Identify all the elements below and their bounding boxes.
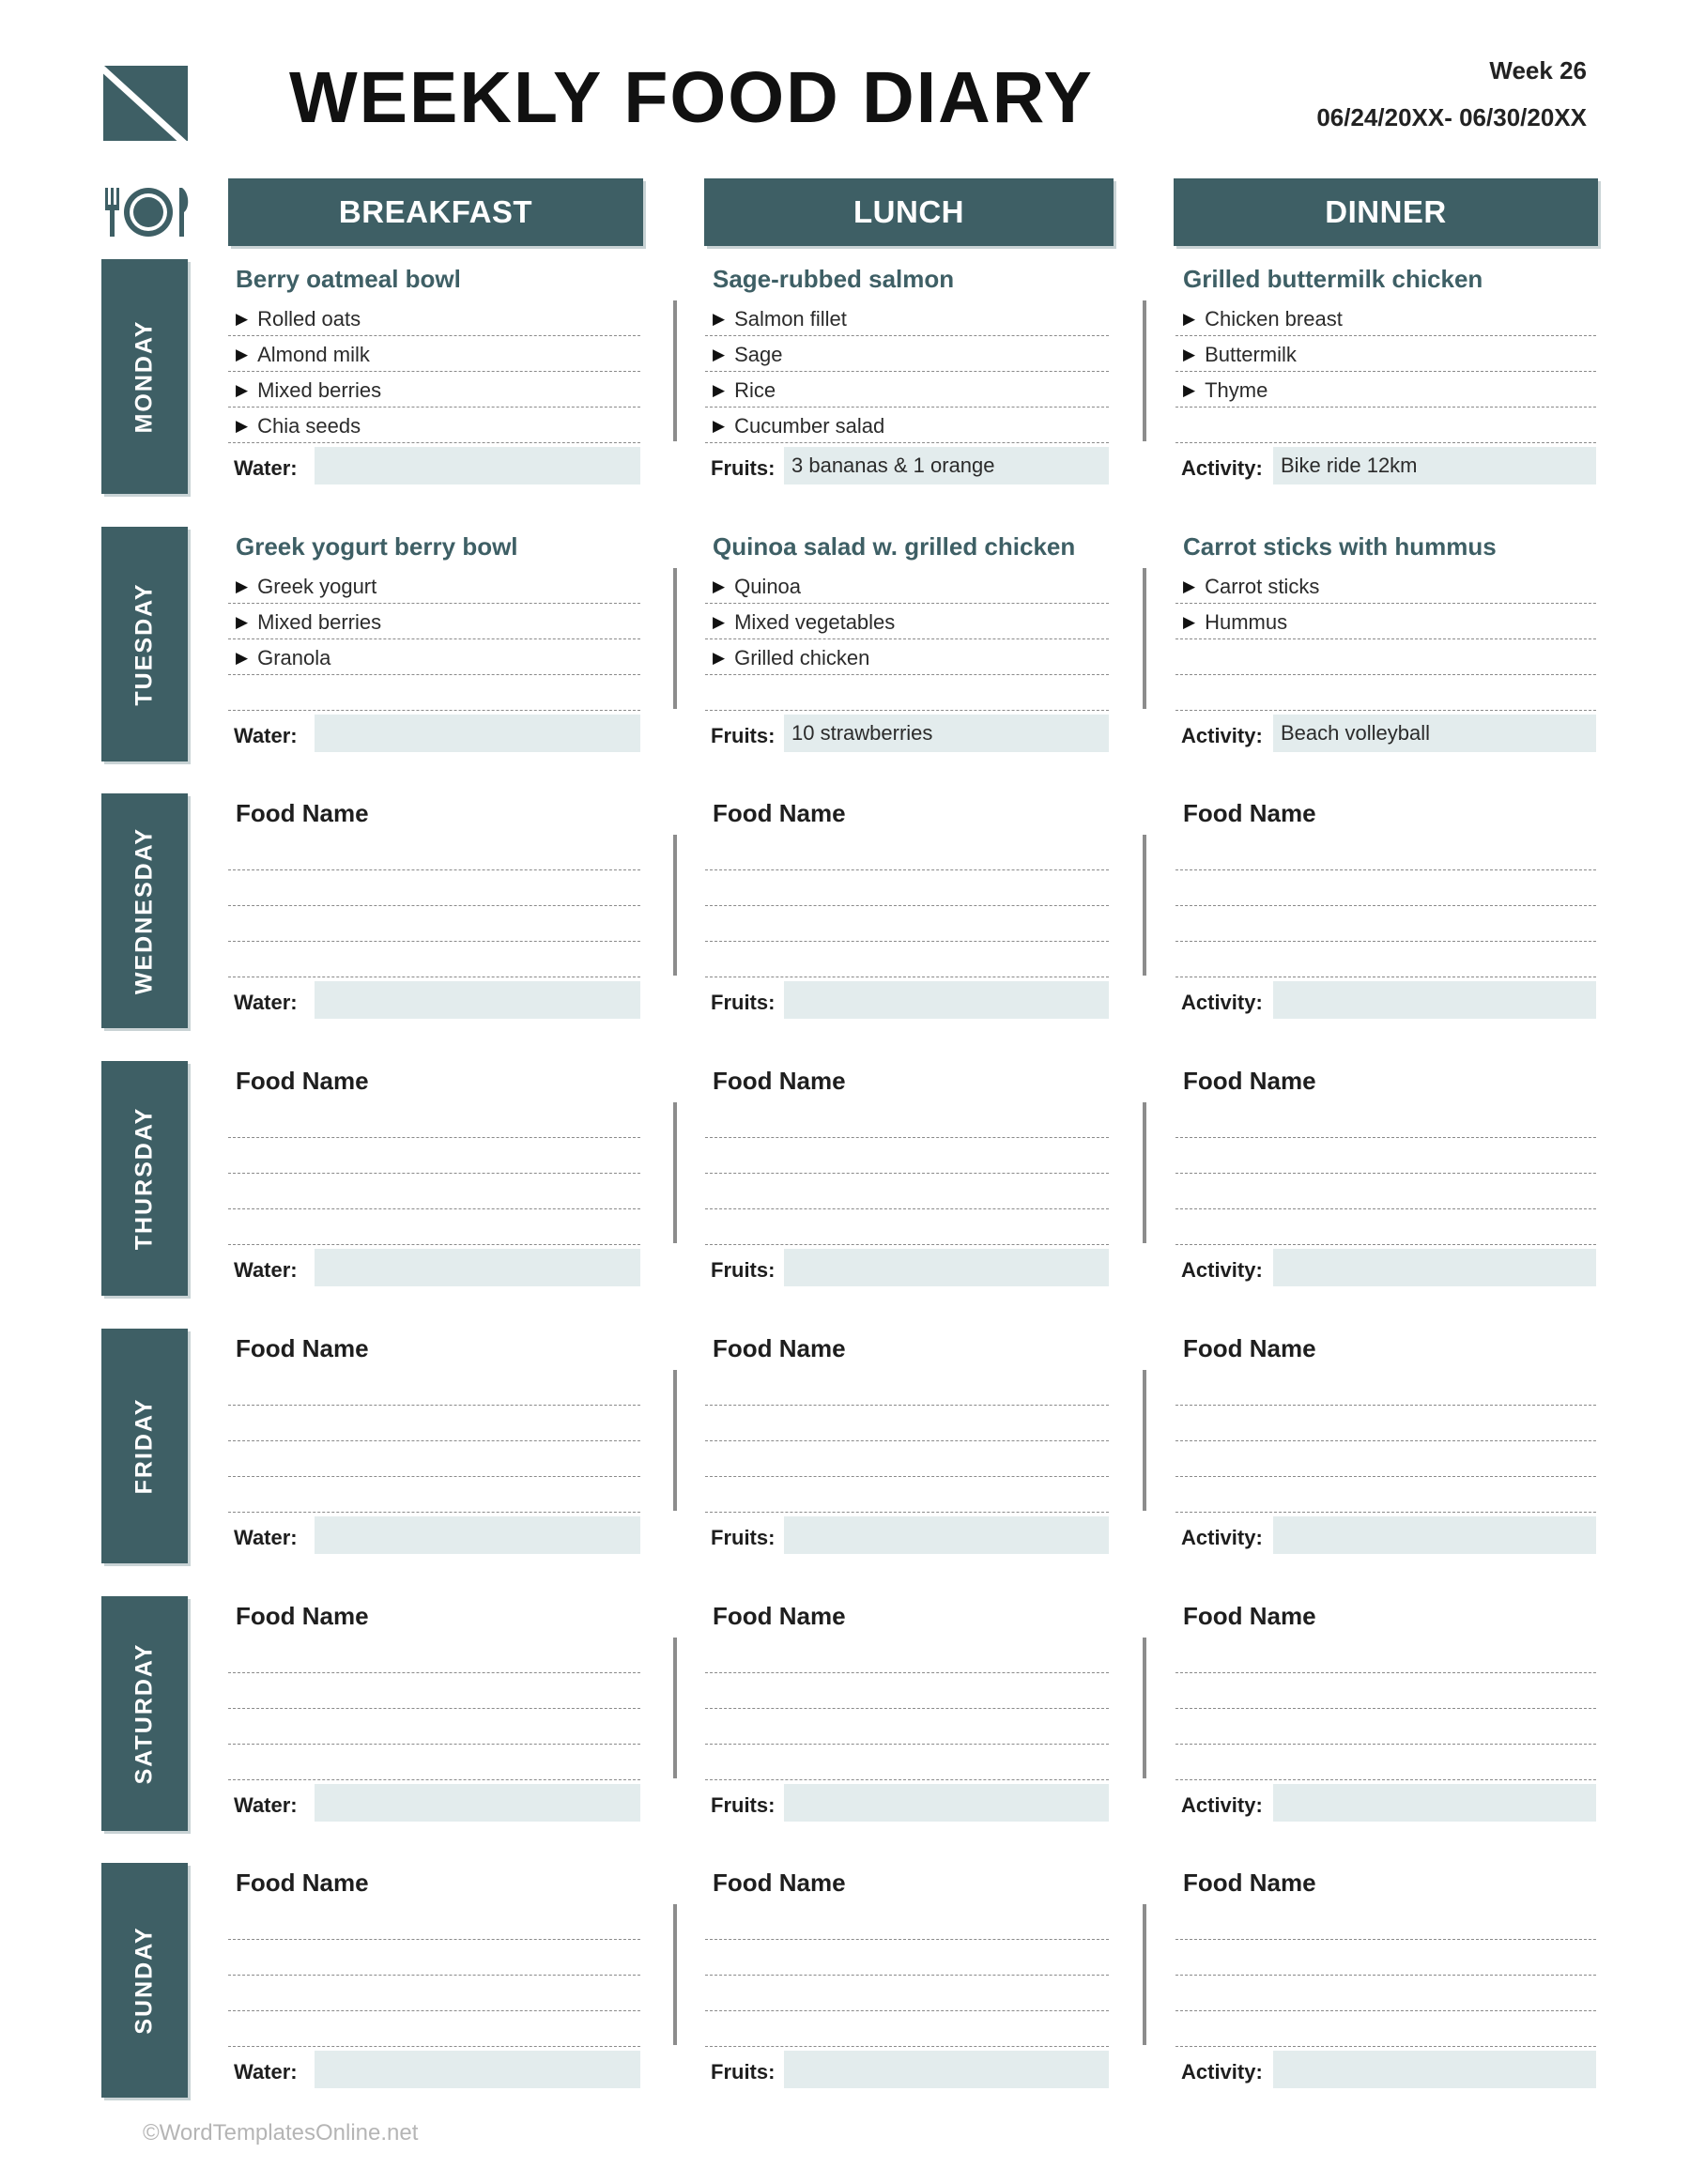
fruits-input[interactable] [784, 2051, 1109, 2088]
ingredient-line[interactable] [705, 1940, 1109, 1976]
ingredient-item: ▶ Rolled oats [236, 307, 361, 331]
lunch-cell-friday [705, 1329, 1109, 1565]
ingredient-line[interactable] [228, 372, 640, 408]
ingredient-line[interactable] [228, 1209, 640, 1245]
fruits-label: Fruits: [711, 723, 776, 747]
day-tab-monday [101, 259, 188, 494]
ingredient-line[interactable] [1175, 300, 1596, 336]
ingredient-item: ▶ Mixed berries [236, 610, 381, 635]
ingredient-item: ▶ Quinoa [713, 575, 801, 599]
ingredient-line[interactable] [228, 1976, 640, 2011]
ingredient-line[interactable] [705, 1370, 1109, 1406]
page-title: WEEKLY FOOD DIARY [289, 57, 1094, 138]
activity-input[interactable] [1273, 1249, 1596, 1286]
ingredient-line[interactable] [228, 2011, 640, 2047]
dinner-cell-tuesday [1175, 527, 1596, 763]
activity-label: Activity: [1181, 1258, 1263, 1283]
ingredient-line[interactable] [1175, 1904, 1596, 1940]
lunch-cell-thursday [705, 1061, 1109, 1298]
food-title[interactable]: Food Name [236, 799, 369, 828]
credit-text: ©WordTemplatesOnline.net [143, 2120, 419, 2146]
activity-input[interactable] [1273, 1516, 1596, 1554]
ingredient-item: ▶ Mixed berries [236, 378, 381, 403]
day-tab-friday [101, 1329, 188, 1563]
fruits-label: Fruits: [711, 991, 776, 1015]
water-input[interactable] [315, 1249, 640, 1286]
ingredient-line[interactable] [705, 942, 1109, 977]
lunch-cell-saturday [705, 1596, 1109, 1833]
ingredient-line[interactable] [228, 1370, 640, 1406]
column-divider [1143, 1370, 1146, 1511]
ingredient-line[interactable] [705, 1976, 1109, 2011]
water-input[interactable] [315, 715, 640, 752]
water-label: Water: [234, 2060, 298, 2084]
ingredient-line[interactable] [228, 870, 640, 906]
food-title[interactable]: Quinoa salad w. grilled chicken [713, 531, 1076, 561]
water-label: Water: [234, 456, 298, 480]
ingredient-line[interactable] [1175, 870, 1596, 906]
day-tab-wednesday [101, 793, 188, 1028]
day-label: MONDAY [131, 319, 158, 434]
ingredient-line[interactable] [228, 1673, 640, 1709]
ingredient-line[interactable] [228, 675, 640, 711]
ingredient-line[interactable] [705, 1638, 1109, 1673]
food-title[interactable]: Food Name [1183, 1601, 1316, 1630]
ingredient-line[interactable] [228, 1174, 640, 1209]
ingredient-line[interactable] [1175, 372, 1596, 408]
column-header-breakfast: BREAKFAST [228, 178, 643, 246]
day-tab-saturday [101, 1596, 188, 1831]
ingredient-line[interactable] [1175, 1477, 1596, 1513]
water-input[interactable] [315, 1516, 640, 1554]
day-label: FRIDAY [131, 1397, 158, 1495]
water-label: Water: [234, 991, 298, 1015]
ingredient-line[interactable] [705, 906, 1109, 942]
ingredient-line[interactable] [705, 1102, 1109, 1138]
column-divider [1143, 300, 1146, 441]
ingredient-item: ▶ Mixed vegetables [713, 610, 895, 635]
ingredient-item: ▶ Carrot sticks [1183, 575, 1319, 599]
food-title[interactable]: Berry oatmeal bowl [236, 265, 461, 293]
ingredient-line[interactable] [228, 639, 640, 675]
ingredient-line[interactable] [1175, 1102, 1596, 1138]
ingredient-line[interactable] [705, 1174, 1109, 1209]
ingredient-item: ▶ Almond milk [236, 343, 370, 367]
fruits-input[interactable]: 10 strawberries [784, 715, 1109, 752]
lunch-cell-sunday [705, 1863, 1109, 2099]
column-divider [673, 1370, 677, 1511]
ingredient-line[interactable] [1175, 1976, 1596, 2011]
ingredient-line[interactable] [1175, 1673, 1596, 1709]
food-title[interactable]: Carrot sticks with hummus [1183, 531, 1497, 561]
ingredient-line[interactable] [1175, 1209, 1596, 1245]
ingredient-line[interactable] [228, 1904, 640, 1940]
ingredient-line[interactable] [705, 870, 1109, 906]
fruits-input[interactable] [784, 981, 1109, 1019]
ingredient-item: ▶ Granola [236, 646, 330, 670]
dinner-cell-saturday [1175, 1596, 1596, 1833]
ingredient-line[interactable] [705, 300, 1109, 336]
water-label: Water: [234, 1792, 298, 1817]
ingredient-line[interactable] [228, 942, 640, 977]
activity-input[interactable]: Bike ride 12km [1273, 447, 1596, 484]
activity-input[interactable] [1273, 1784, 1596, 1822]
ingredient-item: ▶ Grilled chicken [713, 646, 869, 670]
ingredient-line[interactable] [228, 1940, 640, 1976]
ingredient-line[interactable] [1175, 1406, 1596, 1441]
ingredient-item: ▶ Chia seeds [236, 414, 361, 438]
ingredient-item: ▶ Greek yogurt [236, 575, 376, 599]
ingredient-line[interactable] [705, 372, 1109, 408]
food-title[interactable]: Food Name [236, 1601, 369, 1630]
ingredient-line[interactable] [228, 1638, 640, 1673]
fruits-label: Fruits: [711, 1525, 776, 1549]
column-divider [673, 1638, 677, 1778]
day-label: THURSDAY [131, 1106, 158, 1251]
breakfast-cell-saturday [228, 1596, 640, 1833]
ingredient-line[interactable] [705, 1673, 1109, 1709]
ingredient-item: ▶ Rice [713, 378, 776, 403]
food-title[interactable]: Greek yogurt berry bowl [236, 531, 518, 561]
ingredient-line[interactable] [705, 639, 1109, 675]
activity-label: Activity: [1181, 456, 1263, 480]
ingredient-line[interactable] [705, 1441, 1109, 1477]
column-divider [673, 1904, 677, 2045]
ingredient-line[interactable] [228, 1102, 640, 1138]
ingredient-line[interactable] [705, 835, 1109, 870]
food-title[interactable]: Food Name [1183, 1333, 1316, 1362]
food-title[interactable]: Food Name [713, 1869, 846, 1898]
water-label: Water: [234, 723, 298, 747]
day-label: SUNDAY [131, 1926, 158, 2035]
breakfast-cell-friday [228, 1329, 640, 1565]
column-divider [673, 568, 677, 709]
ingredient-line[interactable] [228, 300, 640, 336]
fruits-input[interactable] [784, 1249, 1109, 1286]
food-title[interactable]: Food Name [1183, 1067, 1316, 1096]
plate-utensils-icon [101, 184, 195, 240]
ingredient-line[interactable] [1175, 1441, 1596, 1477]
day-tab-tuesday [101, 527, 188, 761]
fruits-label: Fruits: [711, 456, 776, 480]
fruits-input[interactable]: 3 bananas & 1 orange [784, 447, 1109, 484]
column-divider [1143, 1102, 1146, 1243]
water-label: Water: [234, 1525, 298, 1549]
food-title[interactable]: Food Name [1183, 1869, 1316, 1898]
fruits-label: Fruits: [711, 2060, 776, 2084]
breakfast-cell-wednesday [228, 793, 640, 1030]
ingredient-line[interactable] [228, 336, 640, 372]
ingredient-line[interactable] [705, 1745, 1109, 1780]
food-title[interactable]: Food Name [713, 1601, 846, 1630]
column-header-lunch: LUNCH [704, 178, 1114, 246]
food-title[interactable]: Food Name [236, 1067, 369, 1096]
ingredient-line[interactable] [228, 1441, 640, 1477]
ingredient-line[interactable] [1175, 942, 1596, 977]
water-input[interactable] [315, 981, 640, 1019]
ingredient-line[interactable] [1175, 568, 1596, 604]
ingredient-line[interactable] [1175, 1745, 1596, 1780]
ingredient-line[interactable] [228, 408, 640, 443]
ingredient-line[interactable] [1175, 1174, 1596, 1209]
ingredient-line[interactable] [1175, 1138, 1596, 1174]
day-tab-thursday [101, 1061, 188, 1296]
water-input[interactable] [315, 2051, 640, 2088]
activity-label: Activity: [1181, 1792, 1263, 1817]
activity-label: Activity: [1181, 723, 1263, 747]
ingredient-line[interactable] [705, 1138, 1109, 1174]
ingredient-item: ▶ Salmon fillet [713, 307, 847, 331]
ingredient-line[interactable] [705, 336, 1109, 372]
activity-label: Activity: [1181, 991, 1263, 1015]
activity-input[interactable]: Beach volleyball [1273, 715, 1596, 752]
column-divider [1143, 835, 1146, 976]
ingredient-line[interactable] [705, 2011, 1109, 2047]
day-tab-sunday [101, 1863, 188, 2098]
ingredient-line[interactable] [705, 1709, 1109, 1745]
ingredient-line[interactable] [1175, 906, 1596, 942]
day-label: SATURDAY [131, 1642, 158, 1784]
ingredient-item: ▶ Chicken breast [1183, 307, 1343, 331]
fruits-input[interactable] [784, 1784, 1109, 1822]
ingredient-line[interactable] [705, 1406, 1109, 1441]
ingredient-line[interactable] [228, 1477, 640, 1513]
day-label: TUESDAY [131, 582, 158, 706]
ingredient-line[interactable] [705, 1904, 1109, 1940]
breakfast-cell-thursday [228, 1061, 640, 1298]
ingredient-line[interactable] [1175, 408, 1596, 443]
lunch-cell-monday [705, 259, 1109, 496]
ingredient-line[interactable] [1175, 336, 1596, 372]
ingredient-line[interactable] [705, 568, 1109, 604]
food-title[interactable]: Food Name [713, 1333, 846, 1362]
day-label: WEDNESDAY [131, 827, 158, 995]
ingredient-line[interactable] [228, 604, 640, 639]
fruits-label: Fruits: [711, 1792, 776, 1817]
ingredient-line[interactable] [1175, 835, 1596, 870]
food-title[interactable]: Food Name [236, 1869, 369, 1898]
activity-label: Activity: [1181, 1525, 1263, 1549]
ingredient-line[interactable] [228, 1745, 640, 1780]
activity-input[interactable] [1273, 981, 1596, 1019]
ingredient-line[interactable] [228, 568, 640, 604]
ingredient-line[interactable] [1175, 639, 1596, 675]
ingredient-line[interactable] [705, 1477, 1109, 1513]
ingredient-line[interactable] [1175, 604, 1596, 639]
food-title[interactable]: Food Name [236, 1333, 369, 1362]
breakfast-cell-monday [228, 259, 640, 496]
ingredient-line[interactable] [228, 906, 640, 942]
activity-input[interactable] [1273, 2051, 1596, 2088]
food-title[interactable]: Food Name [1183, 799, 1316, 828]
ingredient-line[interactable] [1175, 1370, 1596, 1406]
column-divider [1143, 1904, 1146, 2045]
column-divider [673, 300, 677, 441]
ingredient-line[interactable] [1175, 2011, 1596, 2047]
ingredient-line[interactable] [228, 835, 640, 870]
column-divider [673, 835, 677, 976]
dinner-cell-monday [1175, 259, 1596, 496]
ingredient-item: ▶ Cucumber salad [713, 414, 884, 438]
ingredient-line[interactable] [1175, 1709, 1596, 1745]
food-title[interactable]: Sage-rubbed salmon [713, 265, 955, 293]
ingredient-line[interactable] [705, 1209, 1109, 1245]
column-divider [1143, 568, 1146, 709]
breakfast-cell-sunday [228, 1863, 640, 2099]
column-divider [673, 1102, 677, 1243]
fruits-label: Fruits: [711, 1258, 776, 1283]
ingredient-item: ▶ Buttermilk [1183, 343, 1297, 367]
activity-label: Activity: [1181, 2060, 1263, 2084]
ingredient-item: ▶ Hummus [1183, 610, 1287, 635]
ingredient-item: ▶ Thyme [1183, 378, 1268, 403]
water-input[interactable] [315, 447, 640, 484]
ingredient-line[interactable] [228, 1138, 640, 1174]
lunch-cell-tuesday [705, 527, 1109, 763]
ingredient-line[interactable] [1175, 1940, 1596, 1976]
lunch-cell-wednesday [705, 793, 1109, 1030]
ingredient-line[interactable] [705, 604, 1109, 639]
food-title[interactable]: Food Name [713, 799, 846, 828]
water-label: Water: [234, 1258, 298, 1283]
dinner-cell-wednesday [1175, 793, 1596, 1030]
food-title[interactable]: Food Name [713, 1067, 846, 1096]
ingredient-line[interactable] [1175, 1638, 1596, 1673]
ingredient-line[interactable] [705, 675, 1109, 711]
ingredient-line[interactable] [228, 1709, 640, 1745]
logo-icon [103, 66, 188, 141]
ingredient-line[interactable] [1175, 675, 1596, 711]
week-label: Week 26 [1489, 56, 1587, 85]
dinner-cell-sunday [1175, 1863, 1596, 2099]
dinner-cell-friday [1175, 1329, 1596, 1565]
breakfast-cell-tuesday [228, 527, 640, 763]
dinner-cell-thursday [1175, 1061, 1596, 1298]
column-divider [1143, 1638, 1146, 1778]
column-header-dinner: DINNER [1174, 178, 1598, 246]
fruits-input[interactable] [784, 1516, 1109, 1554]
water-input[interactable] [315, 1784, 640, 1822]
food-title[interactable]: Grilled buttermilk chicken [1183, 265, 1483, 293]
ingredient-line[interactable] [228, 1406, 640, 1441]
ingredient-item: ▶ Sage [713, 343, 782, 367]
date-range: 06/24/20XX- 06/30/20XX [1316, 103, 1587, 131]
ingredient-line[interactable] [705, 408, 1109, 443]
